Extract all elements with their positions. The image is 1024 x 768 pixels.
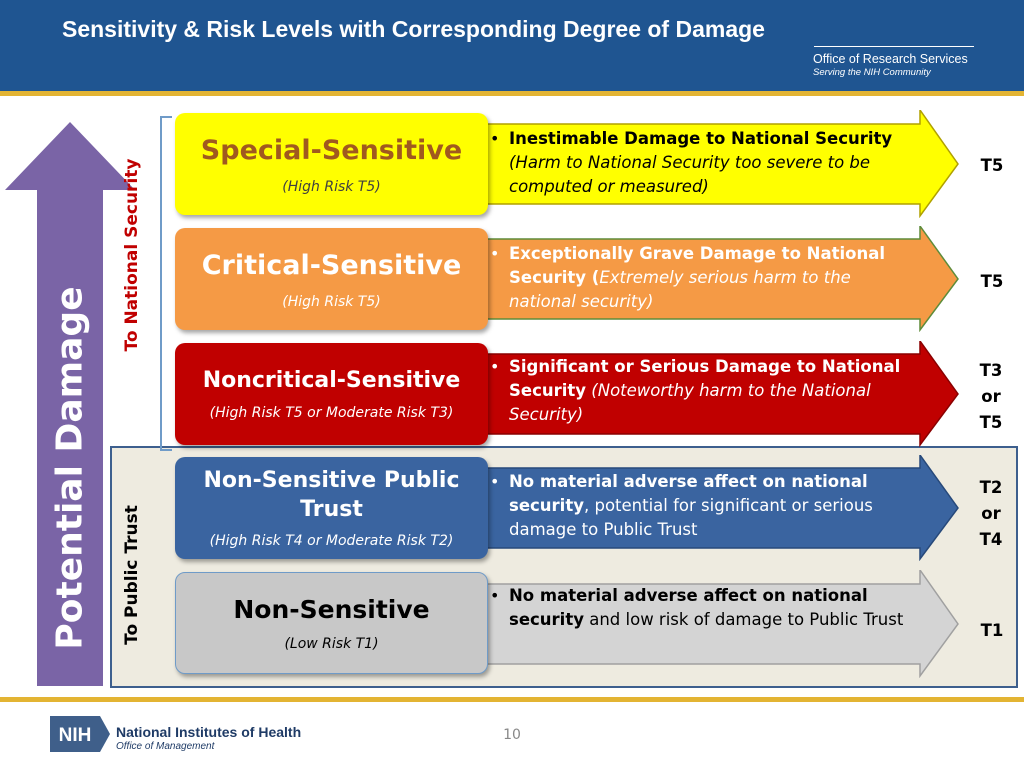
ors-logo-tagline: Serving the NIH Community	[813, 67, 931, 78]
level-box-noncritical-sensitive	[175, 343, 488, 445]
level-name: Noncritical-Sensitive	[202, 367, 461, 393]
national-security-bracket	[160, 116, 172, 451]
tier-label-2: T5	[980, 272, 1004, 291]
svg-text:NIH: NIH	[58, 725, 92, 746]
level-box-critical-sensitive	[175, 228, 488, 330]
header-divider	[0, 91, 1024, 96]
ors-logo-name: Office of Research Services	[813, 52, 968, 66]
level-box-non-sensitive-public-trust	[175, 457, 488, 559]
level-name: Non-Sensitive Public Trust	[203, 468, 460, 522]
nih-office: Office of Management	[116, 741, 215, 752]
page-number: 10	[503, 727, 521, 743]
footer-divider	[0, 697, 1024, 702]
tier-label-4: T2 or T4	[979, 478, 1003, 549]
level-box-special-sensitive	[175, 113, 488, 215]
level-name: Non-Sensitive	[233, 594, 430, 624]
level-risk: (Low Risk T1)	[284, 636, 379, 653]
tier-label-1: T5	[980, 156, 1004, 175]
slide-title: Sensitivity & Risk Levels with Corresponding Degree of Damage	[62, 16, 765, 42]
nih-logo-icon	[50, 716, 110, 752]
tier-label-3: T3 or T5	[979, 361, 1003, 432]
level-risk: (High Risk T5)	[282, 178, 381, 195]
level-box-non-sensitive	[175, 572, 488, 674]
level-name: Critical-Sensitive	[201, 250, 462, 282]
nih-name: National Institutes of Health	[116, 724, 302, 740]
level-risk: (High Risk T5)	[282, 293, 381, 310]
ors-logo-rule	[814, 46, 974, 47]
level-name: Special-Sensitive	[200, 135, 463, 167]
level-risk: (High Risk T5 or Moderate Risk T3)	[209, 405, 454, 422]
level-risk: (High Risk T4 or Moderate Risk T2)	[209, 532, 454, 549]
tier-label-5: T1	[980, 621, 1004, 640]
